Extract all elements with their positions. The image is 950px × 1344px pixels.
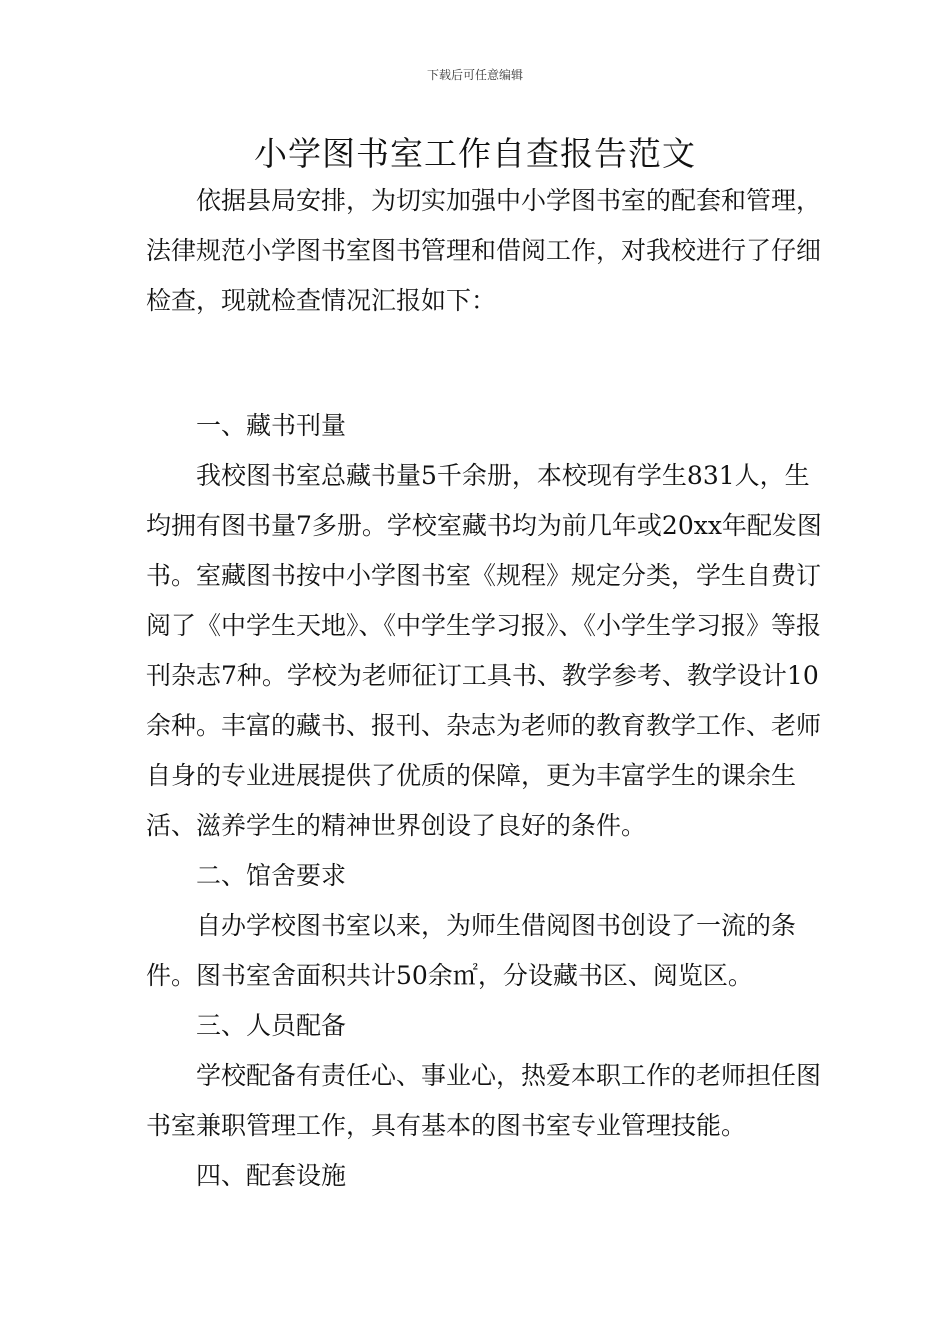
intro-paragraph: 依据县局安排，为切实加强中小学图书室的配套和管理，法律规范小学图书室图书管理和借阅工作，对我校进行了仔细检查，现就检查情况汇报如下： (146, 186, 822, 315)
section-text-3: 学校配备有责任心、事业心，热爱本职工作的老师担任图书室兼职管理工作，具有基本的图书室专业管理技能。 (146, 1061, 822, 1140)
section-heading-4: 四、配套设施 (196, 1161, 347, 1190)
section-heading-1: 一、藏书刊量 (196, 411, 347, 440)
section-text-1: 我校图书室总藏书量5千余册，本校现有学生831人，生均拥有图书量7多册。学校室藏书均为前几年或20xx年配发图书。室藏图书按中小学图书室《规程》规定分类，学生自费订阅了《中学生天地》、《中学生学习报》、《小学生学习报》等报刊杂志7种。学校为老师征订工具书、教学参考、教学设计10余种。丰富的藏书、报刊、杂志为老师的教育教学工作、老师自身的专业进展提供了优质的保障，更为丰富学生的课余生活、滋养学生的精神世界创设了良好的条件。 (146, 461, 822, 840)
document-title: 小学图书室工作自查报告范文 (254, 134, 696, 173)
paragraph-gap (146, 326, 826, 401)
section-heading-2: 二、馆舍要求 (196, 861, 347, 890)
header-note: 下载后可任意编辑 (426, 68, 523, 82)
section-heading-3: 三、人员配备 (196, 1011, 347, 1040)
document-body (146, 176, 826, 1201)
section-text-2: 自办学校图书室以来，为师生借阅图书创设了一流的条件。图书室舍面积共计50余㎡，分设藏书区、阅览区。 (146, 911, 797, 990)
